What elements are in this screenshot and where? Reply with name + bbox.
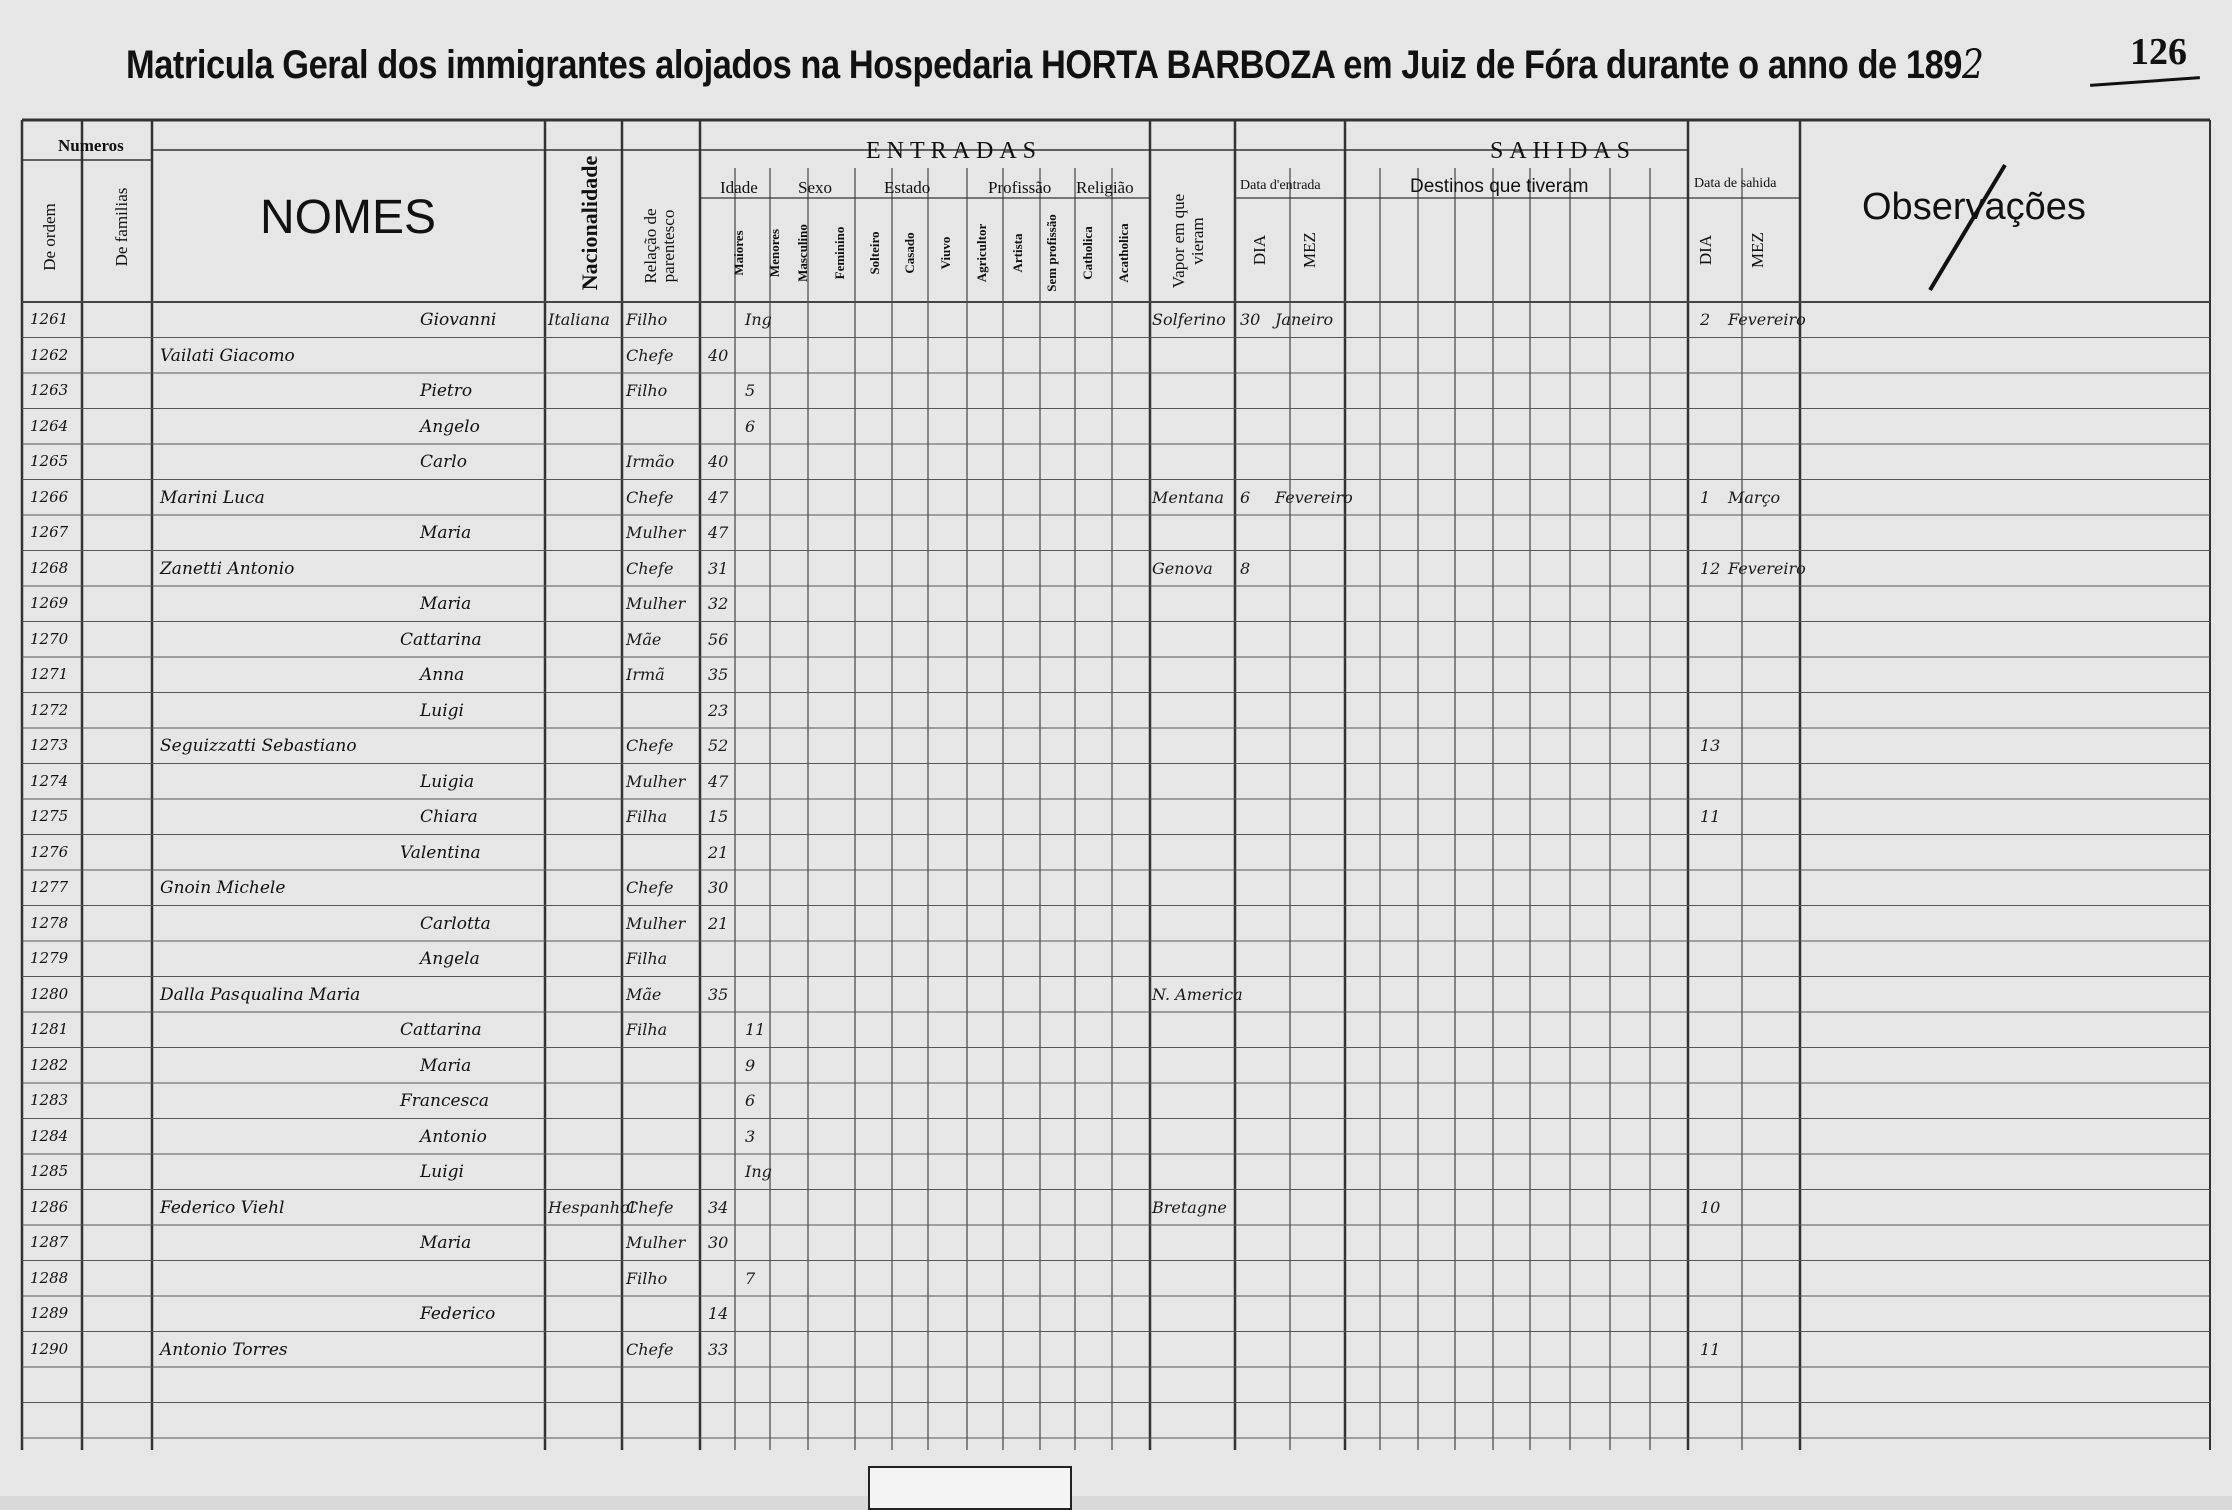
row-entrada-dia: 6 bbox=[1240, 487, 1251, 507]
row-entrada-dia: 8 bbox=[1240, 558, 1251, 578]
row-entrada-dia: 30 bbox=[1240, 310, 1261, 329]
row-ordem: 1281 bbox=[30, 1020, 69, 1038]
religiao-header: Religião bbox=[1076, 178, 1134, 197]
row-relacao: Mulher bbox=[626, 523, 686, 542]
row-nome: Angelo bbox=[420, 416, 480, 437]
entradas-header: ENTRADAS bbox=[866, 138, 1043, 164]
maiores-header: Maiores bbox=[731, 230, 746, 276]
masculino-header: Masculino bbox=[795, 224, 810, 282]
row-nome: Gnoin Michele bbox=[160, 878, 286, 898]
row-nome: Luigi bbox=[420, 1162, 464, 1182]
row-nome: Maria bbox=[420, 1233, 472, 1253]
row-ordem: 1267 bbox=[30, 523, 69, 541]
row-idade: 15 bbox=[708, 807, 729, 826]
row-sahida-dia: 1 bbox=[1700, 487, 1711, 507]
row-ordem: 1287 bbox=[30, 1233, 69, 1251]
row-nome: Antonio bbox=[420, 1126, 487, 1147]
row-relacao: Filha bbox=[626, 949, 668, 968]
row-ordem: 1282 bbox=[30, 1055, 69, 1074]
row-relacao: Filho bbox=[626, 310, 668, 329]
sahida-dia-header: DIA bbox=[1696, 234, 1715, 266]
row-ordem: 1262 bbox=[30, 345, 69, 364]
row-idade: 6 bbox=[745, 1091, 756, 1110]
row-relacao: Chefe bbox=[626, 1197, 674, 1217]
row-relacao: Mãe bbox=[626, 629, 662, 649]
casado-header: Casado bbox=[902, 232, 917, 274]
row-entrada-mez: Janeiro bbox=[1275, 310, 1334, 329]
row-relacao: Mãe bbox=[626, 984, 662, 1004]
row-idade: 40 bbox=[708, 452, 729, 471]
row-relacao: Chefe bbox=[626, 1339, 674, 1359]
row-relacao: Chefe bbox=[626, 345, 674, 365]
row-nome: Valentina bbox=[400, 842, 481, 863]
row-nome: Maria bbox=[420, 1055, 472, 1076]
row-nome: Cattarina bbox=[400, 629, 482, 650]
row-nome: Marini Luca bbox=[160, 487, 265, 508]
row-ordem: 1264 bbox=[30, 416, 69, 435]
viuvo-header: Viuvo bbox=[938, 236, 953, 270]
row-idade: 52 bbox=[708, 736, 729, 755]
row-vapor: Mentana bbox=[1152, 487, 1224, 507]
data-sahida-header: Data de sahida bbox=[1694, 176, 1777, 191]
row-idade: Ing bbox=[745, 1162, 772, 1181]
row-relacao: Filho bbox=[626, 1268, 668, 1288]
row-idade: 33 bbox=[708, 1339, 729, 1359]
archive-stamp bbox=[868, 1466, 1072, 1510]
sexo-header: Sexo bbox=[798, 178, 832, 197]
row-relacao: Irmão bbox=[626, 452, 675, 471]
row-sahida-mez: Fevereiro bbox=[1728, 558, 1806, 578]
row-relacao: Chefe bbox=[626, 558, 674, 578]
row-nome: Angela bbox=[420, 949, 480, 969]
page-number: 126 bbox=[2130, 31, 2187, 73]
row-ordem: 1269 bbox=[30, 594, 69, 612]
row-nome: Francesca bbox=[400, 1091, 489, 1111]
row-sahida-dia: 10 bbox=[1700, 1197, 1721, 1217]
idade-header: Idade bbox=[720, 178, 758, 197]
row-vapor: N. America bbox=[1152, 984, 1243, 1004]
row-ordem: 1286 bbox=[30, 1197, 69, 1216]
row-relacao: Filha bbox=[626, 1020, 668, 1039]
row-idade: 47 bbox=[708, 771, 729, 791]
de-ordem-header: De ordem bbox=[40, 203, 59, 271]
row-sahida-mez: Março bbox=[1728, 487, 1781, 507]
row-nome: Giovanni bbox=[420, 310, 497, 330]
row-ordem: 1274 bbox=[30, 771, 69, 790]
row-nome: Maria bbox=[420, 523, 472, 543]
row-idade: 35 bbox=[708, 665, 729, 684]
de-familias-header: De familias bbox=[112, 187, 131, 267]
row-vapor: Genova bbox=[1152, 558, 1213, 578]
row-idade: 23 bbox=[708, 700, 729, 720]
vapor-header: Vapor em que vieram bbox=[1169, 193, 1207, 289]
row-ordem: 1278 bbox=[30, 913, 69, 932]
row-nome: Carlo bbox=[420, 452, 467, 472]
row-ordem: 1284 bbox=[30, 1126, 69, 1145]
row-nome: Luigi bbox=[420, 700, 464, 721]
year-handwritten: 2 bbox=[1961, 42, 1984, 88]
row-nome: Carlotta bbox=[420, 913, 491, 934]
row-idade: 14 bbox=[708, 1304, 729, 1323]
row-relacao: Filho bbox=[626, 381, 668, 400]
row-ordem: 1270 bbox=[30, 629, 69, 648]
destinos-header: Destinos que tiveram bbox=[1410, 176, 1589, 197]
row-idade: 34 bbox=[708, 1197, 729, 1217]
sem-profissao-header: Sem profissão bbox=[1044, 214, 1059, 292]
row-nome: Federico bbox=[420, 1304, 496, 1324]
row-nacionalidade: Hespanhol bbox=[548, 1197, 635, 1217]
row-idade: 32 bbox=[708, 594, 729, 613]
row-ordem: 1279 bbox=[30, 949, 69, 967]
row-relacao: Mulher bbox=[626, 1233, 686, 1252]
row-ordem: 1288 bbox=[30, 1268, 69, 1287]
nomes-header: NOMES bbox=[260, 191, 437, 244]
page-title: Matricula Geral dos immigrantes alojados na Hospedaria HORTA BARBOZA em Juiz de Fóra durante o anno de 1892 bbox=[126, 42, 1984, 88]
entrada-mez-header: MEZ bbox=[1300, 232, 1319, 268]
row-ordem: 1275 bbox=[30, 807, 69, 825]
row-nome: Anna bbox=[420, 665, 465, 685]
row-ordem: 1268 bbox=[30, 558, 69, 577]
row-relacao: Chefe bbox=[626, 878, 674, 897]
agricultor-header: Agricultor bbox=[974, 223, 989, 283]
row-idade: 30 bbox=[708, 878, 729, 897]
catholica-header: Catholica bbox=[1080, 226, 1095, 280]
row-relacao: Chefe bbox=[626, 487, 674, 507]
row-idade: 30 bbox=[708, 1233, 729, 1252]
row-vapor: Bretagne bbox=[1152, 1197, 1227, 1217]
row-idade: 11 bbox=[745, 1020, 766, 1039]
row-idade: 9 bbox=[745, 1055, 756, 1075]
row-nome: Vailati Giacomo bbox=[160, 345, 295, 366]
row-nome: Federico Viehl bbox=[160, 1197, 285, 1218]
row-relacao: Chefe bbox=[626, 736, 674, 755]
relacao-header: Relação de parentesco bbox=[641, 208, 678, 284]
artista-header: Artista bbox=[1010, 233, 1025, 273]
row-nome: Dalla Pasqualina Maria bbox=[160, 984, 361, 1005]
row-ordem: 1283 bbox=[30, 1091, 69, 1109]
row-relacao: Mulher bbox=[626, 594, 686, 613]
row-sahida-mez: Fevereiro bbox=[1728, 310, 1806, 329]
row-idade: 6 bbox=[745, 416, 756, 436]
feminino-header: Feminino bbox=[832, 226, 847, 280]
row-idade: 31 bbox=[708, 558, 729, 578]
row-idade: Ing bbox=[745, 310, 772, 329]
menores-header: Menores bbox=[767, 228, 782, 278]
row-sahida-dia: 12 bbox=[1700, 558, 1721, 578]
row-ordem: 1280 bbox=[30, 984, 69, 1003]
observacoes-header: Observações bbox=[1862, 186, 2086, 228]
row-idade: 3 bbox=[745, 1126, 756, 1146]
row-sahida-dia: 2 bbox=[1700, 310, 1711, 329]
row-nome: Pietro bbox=[420, 381, 473, 401]
solteiro-header: Solteiro bbox=[867, 231, 882, 275]
row-nome: Antonio Torres bbox=[160, 1339, 288, 1360]
row-relacao: Mulher bbox=[626, 913, 686, 933]
row-ordem: 1273 bbox=[30, 736, 69, 754]
row-idade: 40 bbox=[708, 345, 729, 365]
row-idade: 5 bbox=[745, 381, 756, 400]
row-idade: 35 bbox=[708, 984, 729, 1004]
row-idade: 7 bbox=[745, 1268, 756, 1288]
row-ordem: 1276 bbox=[30, 842, 69, 861]
sahida-mez-header: MEZ bbox=[1748, 232, 1767, 268]
row-ordem: 1289 bbox=[30, 1304, 69, 1322]
row-nacionalidade: Italiana bbox=[548, 310, 610, 329]
row-vapor: Solferino bbox=[1152, 310, 1226, 329]
row-nome: Zanetti Antonio bbox=[160, 558, 295, 579]
row-nome: Cattarina bbox=[400, 1020, 482, 1040]
row-ordem: 1263 bbox=[30, 381, 69, 399]
sahidas-header: SAHIDAS bbox=[1490, 138, 1637, 164]
estado-header: Estado bbox=[884, 178, 931, 197]
row-nome: Chiara bbox=[420, 807, 478, 827]
row-nome: Luigia bbox=[420, 771, 475, 792]
entrada-dia-header: DIA bbox=[1250, 234, 1269, 266]
row-idade: 56 bbox=[708, 629, 729, 649]
row-idade: 47 bbox=[708, 523, 729, 542]
row-ordem: 1271 bbox=[30, 665, 69, 683]
row-ordem: 1261 bbox=[30, 310, 69, 328]
row-relacao: Filha bbox=[626, 807, 668, 826]
row-nome: Seguizzatti Sebastiano bbox=[160, 736, 357, 756]
row-ordem: 1265 bbox=[30, 452, 69, 470]
profissao-header: Profissão bbox=[988, 178, 1052, 197]
row-ordem: 1277 bbox=[30, 878, 69, 896]
row-nome: Maria bbox=[420, 594, 472, 614]
data-entrada-header: Data d'entrada bbox=[1240, 178, 1321, 193]
row-sahida-dia: 13 bbox=[1700, 736, 1721, 755]
row-sahida-dia: 11 bbox=[1700, 1339, 1721, 1359]
row-ordem: 1266 bbox=[30, 487, 69, 506]
row-sahida-dia: 11 bbox=[1700, 807, 1721, 826]
row-ordem: 1272 bbox=[30, 700, 69, 719]
row-idade: 21 bbox=[708, 842, 729, 862]
numeros-header: Numeros bbox=[58, 136, 124, 155]
row-entrada-mez: Fevereiro bbox=[1275, 487, 1353, 507]
row-idade: 21 bbox=[708, 913, 729, 933]
row-ordem: 1285 bbox=[30, 1162, 69, 1180]
row-relacao: Irmã bbox=[626, 665, 665, 684]
nacionalidade-header: Nacionalidade bbox=[577, 155, 602, 291]
row-ordem: 1290 bbox=[30, 1339, 69, 1358]
acatholica-header: Acatholica bbox=[1116, 223, 1131, 283]
row-relacao: Mulher bbox=[626, 771, 686, 791]
row-idade: 47 bbox=[708, 487, 729, 507]
